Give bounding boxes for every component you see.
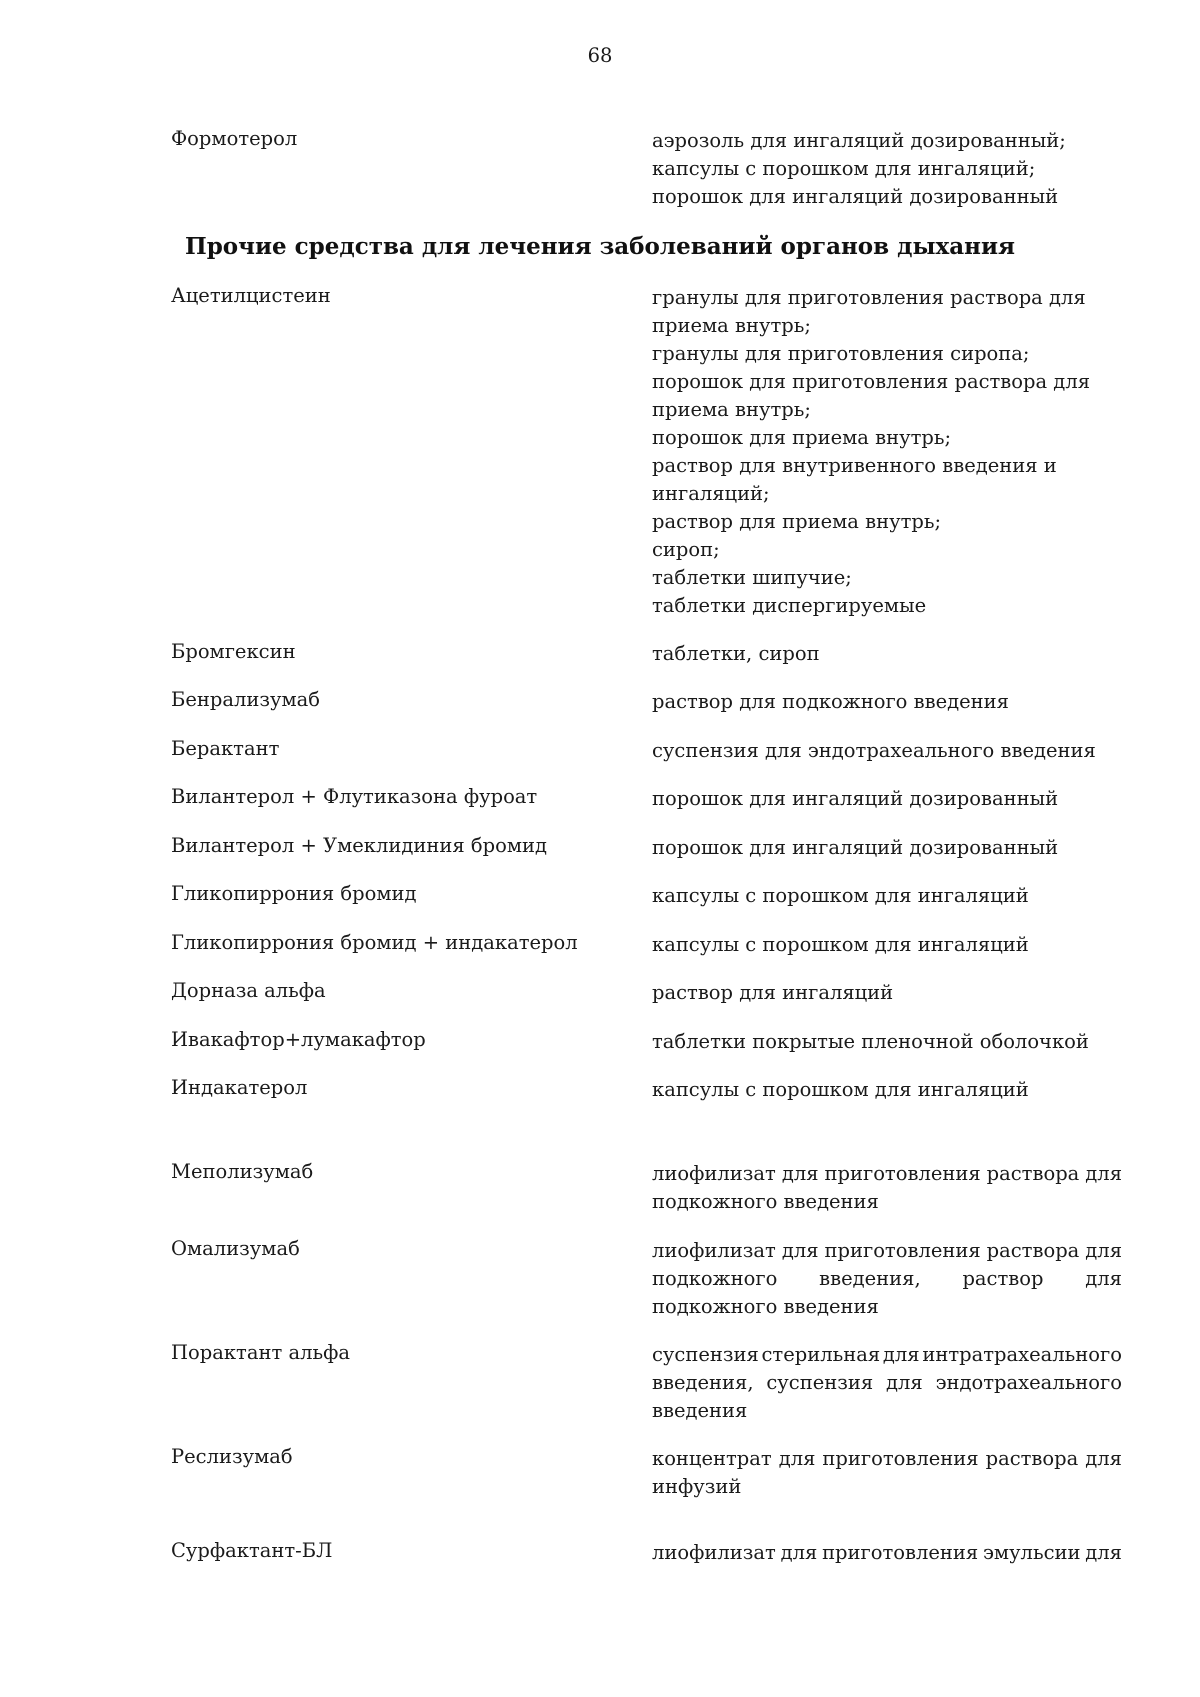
drug-name: Дорназа альфа [171,979,326,1002]
word: для [882,1343,920,1366]
drug-name: Берактант [171,737,280,760]
dosage-form-line: таблетки диспергируемые [652,594,927,617]
word: эндотрахеального [935,1371,1122,1394]
dosage-form [652,1160,1122,1216]
dosage-form-line: сироп; [652,538,720,561]
word: раствора [985,1447,1079,1470]
dosage-form-line [652,1539,1122,1567]
word: для [1085,1541,1122,1564]
dosage-form-line: подкожного введения [652,1190,879,1213]
dosage-form-line: ингаляций; [652,482,770,505]
drug-name: Вилантерол + Флутиказона фуроат [171,785,538,808]
dosage-form: таблетки, сироп [652,642,820,665]
drug-name: Ацетилцистеин [171,284,331,307]
drug-name: Формотерол [171,127,298,150]
word: для [781,1239,819,1262]
drug-name: Реслизумаб [171,1445,293,1468]
word: приготовления [822,1541,979,1564]
word: для [781,1162,819,1185]
drug-name: Бенрализумаб [171,688,321,711]
dosage-form: порошок для ингаляций дозированный [652,836,1059,859]
word: введения, [652,1371,754,1394]
drug-name: Бромгексин [171,640,296,663]
word: интратрахеального [922,1343,1122,1366]
word: для [1085,1162,1122,1185]
drug-name: Ивакафтор+лумакафтор [171,1028,426,1051]
dosage-form-line: порошок для приема внутрь; [652,426,952,449]
dosage-form-line [652,1341,1122,1369]
dosage-form: суспензия для эндотрахеального введения [652,739,1096,762]
drug-name: Индакатерол [171,1076,308,1099]
dosage-forms [652,284,1122,620]
dosage-form [652,1445,1122,1501]
dosage-form-line: раствор для приема внутрь; [652,510,942,533]
dosage-form-line: порошок для ингаляций дозированный [652,185,1059,208]
dosage-form-line [652,1445,1122,1473]
dosage-form: капсулы с порошком для ингаляций [652,884,1029,907]
word: стерильная [761,1343,881,1366]
dosage-form-line: приема внутрь; [652,398,811,421]
word: раствора [986,1162,1080,1185]
word: приготовления [824,1239,981,1262]
dosage-form: капсулы с порошком для ингаляций [652,1078,1029,1101]
word: для [1085,1267,1122,1290]
dosage-form: порошок для ингаляций дозированный [652,787,1059,810]
drug-name: Меполизумаб [171,1160,314,1183]
word: раствор [962,1267,1044,1290]
dosage-form: капсулы с порошком для ингаляций [652,933,1029,956]
dosage-form-line [652,1160,1122,1188]
word: суспензия [652,1343,759,1366]
word: лиофилизат [652,1541,776,1564]
dosage-form-line [652,1265,1122,1293]
word: раствора [986,1239,1080,1262]
word: для [778,1447,816,1470]
word: суспензия [766,1371,874,1394]
dosage-form [652,1341,1122,1425]
dosage-forms [652,127,1122,211]
dosage-form-line [652,1237,1122,1265]
word: для [886,1371,923,1394]
dosage-form-line: порошок для приготовления раствора для [652,370,1091,393]
drug-name: Омализумаб [171,1237,300,1260]
word: лиофилизат [652,1162,776,1185]
dosage-form-line: капсулы с порошком для ингаляций; [652,157,1036,180]
dosage-form-line: гранулы для приготовления сиропа; [652,342,1030,365]
word: концентрат [652,1447,772,1470]
word: приготовления [822,1447,979,1470]
page-number: 68 [587,44,613,67]
section-heading: Прочие средства для лечения заболеваний органов дыхания [184,233,1016,260]
drug-name: Сурфактант-БЛ [171,1539,333,1562]
word: подкожного [652,1267,778,1290]
dosage-form-line: инфузий [652,1475,742,1498]
drug-name: Вилантерол + Умеклидиния бромид [171,834,548,857]
dosage-form-line: аэрозоль для ингаляций дозированный; [652,129,1066,152]
dosage-form [652,1237,1122,1321]
word: введения, [819,1267,921,1290]
dosage-form-line: таблетки шипучие; [652,566,852,589]
dosage-form: раствор для подкожного введения [652,690,1009,713]
dosage-form-line: раствор для внутривенного введения и [652,454,1057,477]
drug-name: Гликопиррония бромид [171,882,417,905]
word: для [780,1541,818,1564]
word: приготовления [824,1162,981,1185]
word: лиофилизат [652,1239,776,1262]
drug-name: Гликопиррония бромид + индакатерол [171,931,578,954]
dosage-form-line: приема внутрь; [652,314,811,337]
word: для [1085,1447,1122,1470]
dosage-form-line: введения [652,1399,748,1422]
drug-name: Порактант альфа [171,1341,350,1364]
dosage-form-line: гранулы для приготовления раствора для [652,286,1086,309]
dosage-form [652,1539,1122,1567]
dosage-form-line [652,1369,1122,1397]
word: для [1085,1239,1122,1262]
dosage-form: раствор для ингаляций [652,981,894,1004]
word: эмульсии [983,1541,1081,1564]
dosage-form: таблетки покрытые пленочной оболочкой [652,1030,1089,1053]
dosage-form-line: подкожного введения [652,1295,879,1318]
